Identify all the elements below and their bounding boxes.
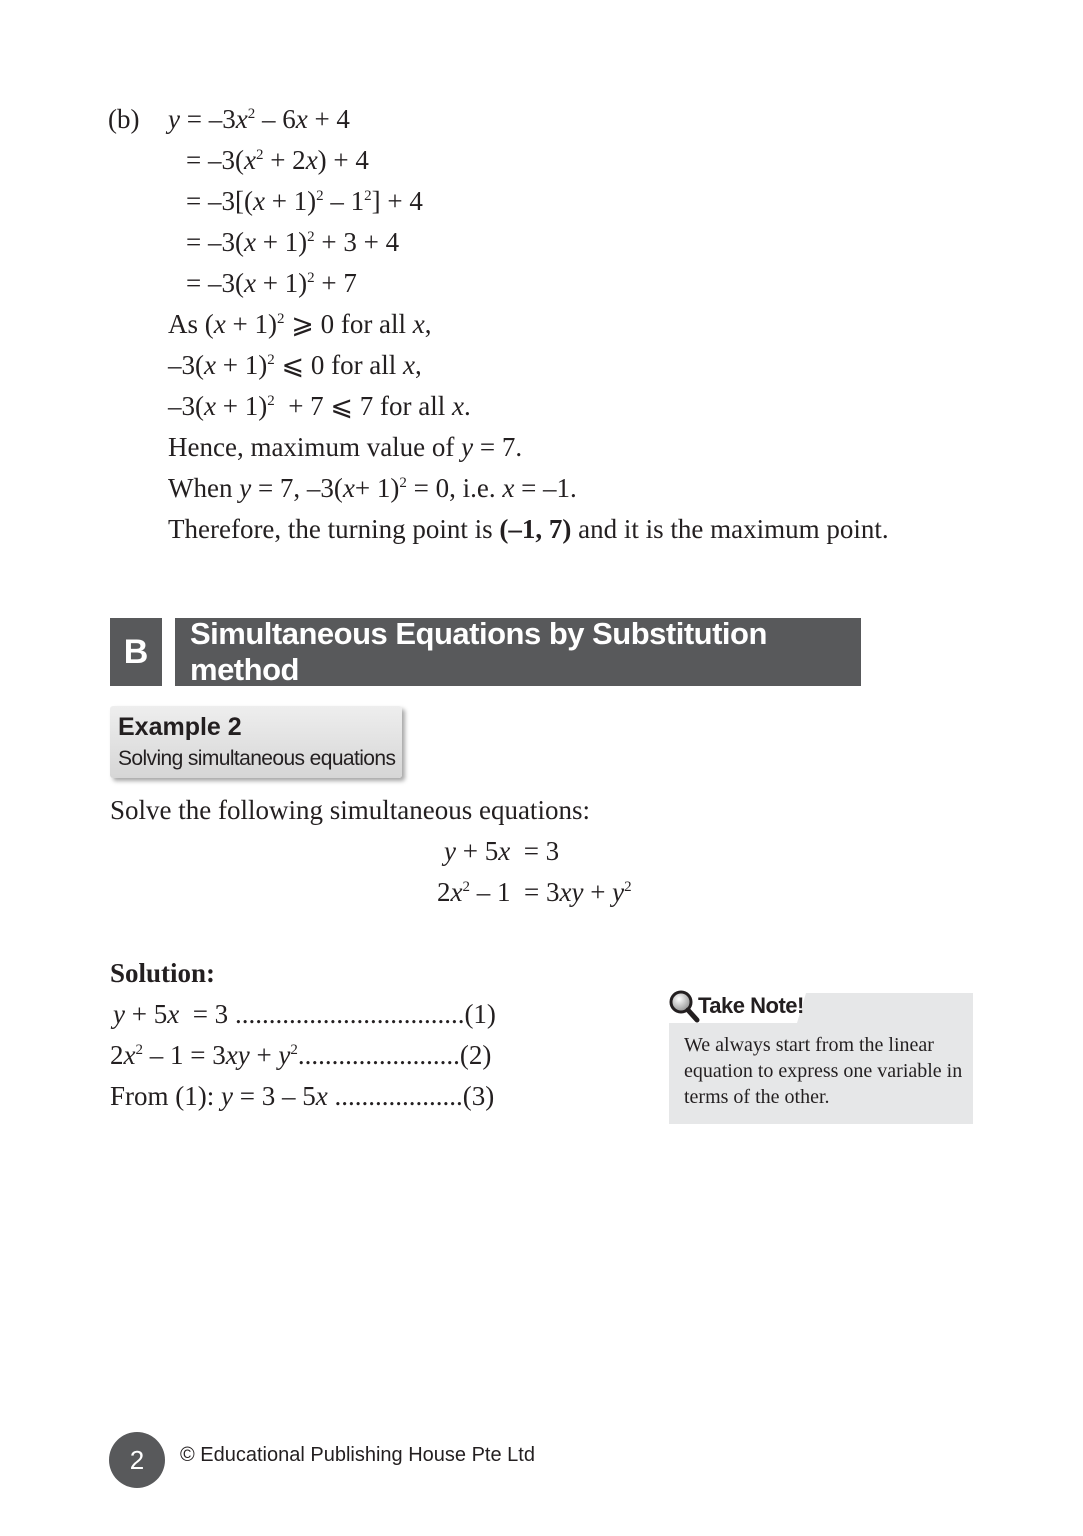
question-eq1: y + 5x = 3 [444,836,560,866]
reasoning-1: As $(x + 1)^2$ ⩾ 0 for all x, [168,309,432,339]
take-note-text: We always start from the linear equation to express one variable in terms of the other. [684,1034,963,1108]
reasoning-5: When y = 7, $-3(x+ 1)^2 = 0$, i.e. x = –1. [168,473,577,503]
magnifier-icon [668,989,700,1023]
take-note-heading [668,988,804,1024]
conclusion [168,512,889,546]
leader-dots: ................... [334,1081,463,1111]
solution-line-3: From (1): y = 3 – 5x ...................(3) [110,1081,495,1111]
step-4: = $-3(x + 1)^2 + 3 + 4$ [186,227,400,257]
example-box [110,706,402,778]
question-prompt: Solve the following simultaneous equations: [110,795,590,825]
example-subtitle: Solving simultaneous equations [118,747,396,770]
take-note-title: Take Note! [698,993,804,1018]
solution-heading: Solution: [110,958,216,988]
conclusion-suffix: and it is the maximum point. [578,514,889,544]
leader-dots: .................................. [234,999,465,1029]
equation-ref: (1) [464,999,496,1029]
section-letter: B [110,618,162,686]
step-3: = $-3[(x + 1)^2 - 1^2] + 4$ [186,186,423,216]
example-title: Example 2 [118,713,242,741]
reasoning-4: Hence, maximum value of y = 7. [168,432,523,462]
reasoning-2: $-3(x + 1)^2$ ⩽ 0 for all x, [168,350,422,380]
turning-point: (–1, 7) [499,514,572,544]
equation-ref: (2) [459,1040,492,1070]
page-number: 2 [109,1432,165,1488]
conclusion-prefix: Therefore, the turning point is [168,514,493,544]
question-eq2: $2x^2 - 1 = 3xy + y^2$ [437,877,632,907]
leader-dots: ........................ [297,1040,460,1070]
step-2: = $-3(x^2 + 2x) + 4$ [186,145,369,175]
solution-line-1: y + 5x = 3 ..................................(1) [113,999,496,1029]
reasoning-3: $-3(x + 1)^2 + 7$ ⩽ 7 for all x. [168,391,471,421]
equation-ref: (3) [462,1081,495,1111]
footer-copyright: © Educational Publishing House Pte Ltd [180,1444,535,1466]
step-1: $y = -3x^2 - 6x + 4$ [168,104,350,134]
part-b-label: (b) [108,104,140,134]
step-5: = $-3(x + 1)^2 + 7$ [186,268,357,298]
solution-line-2: $2x^2 - 1 = 3xy + y^2........................(2)$ [110,1040,492,1070]
section-title: Simultaneous Equations by Substitution method [175,618,861,686]
